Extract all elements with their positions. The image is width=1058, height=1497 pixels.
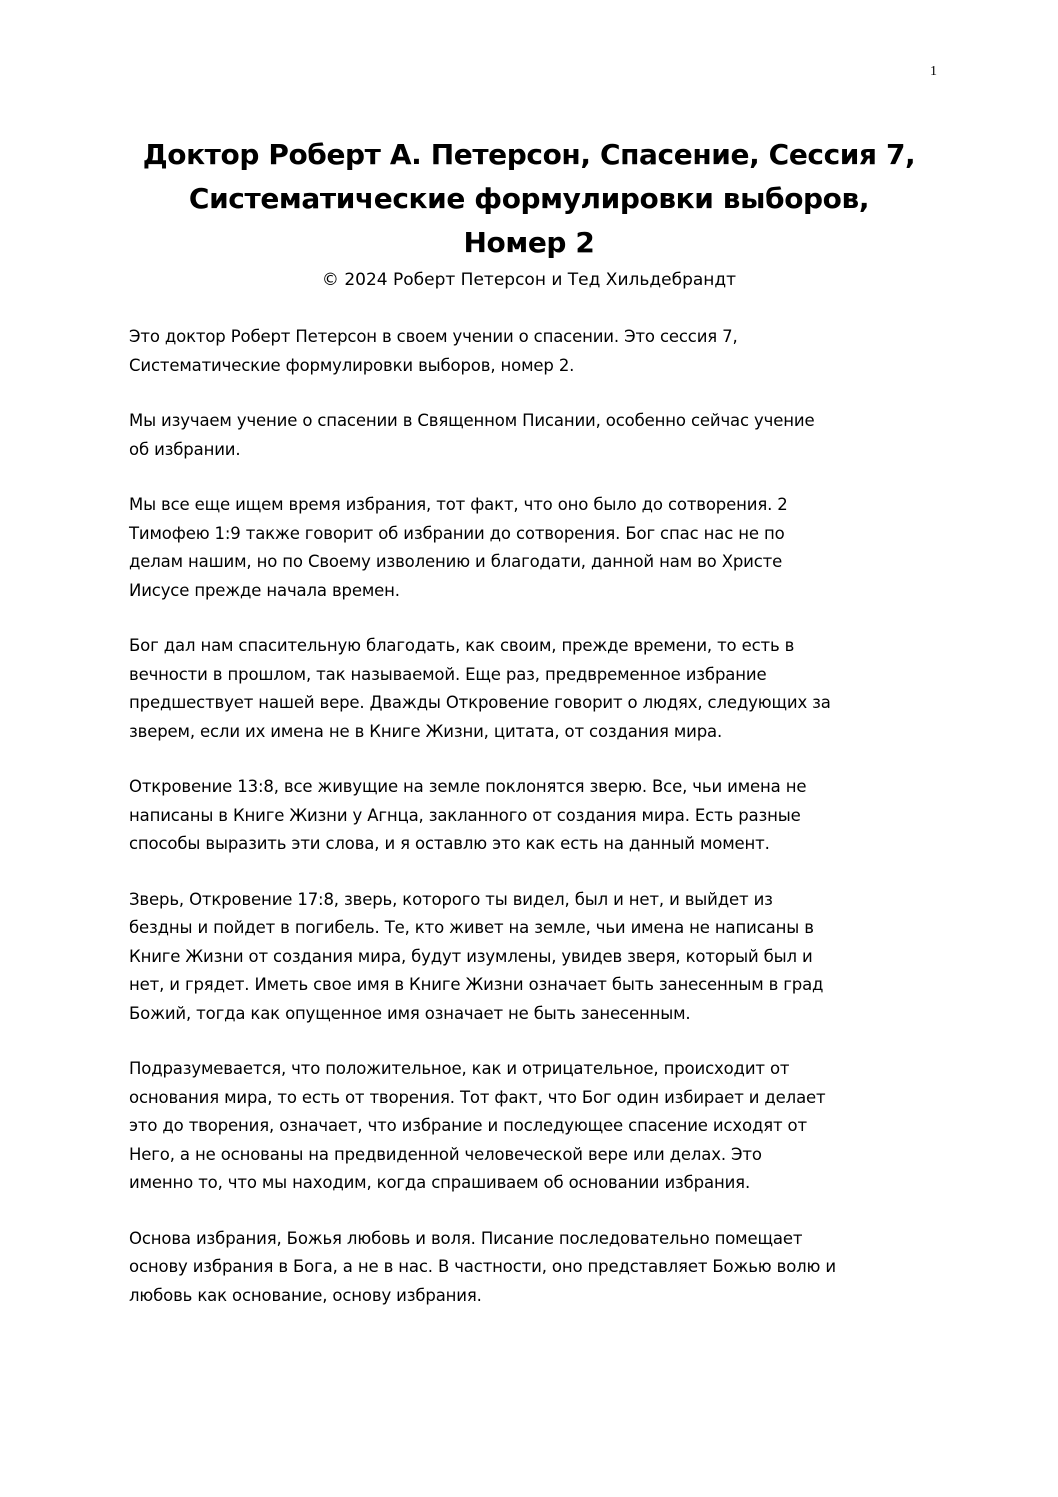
text-line: об избрании.: [129, 439, 241, 459]
text-line: Подразумевается, что положительное, как и отрицательное, происходит от: [129, 1059, 790, 1078]
text-line: Это доктор Роберт Петерсон в своем учении о спасении. Это сессия 7,: [129, 327, 738, 346]
paragraph: [129, 491, 929, 605]
document-title: [60, 133, 998, 265]
title-line: Систематические формулировки выборов,: [188, 182, 870, 215]
text-line: предшествует нашей вере. Дважды Откровение говорит о людях, следующих за: [129, 693, 831, 712]
text-line: Мы все еще ищем время избрания, тот факт, что оно было до сотворения. 2: [129, 495, 788, 514]
paragraph: [129, 407, 929, 464]
text-line: Зверь, Откровение 17:8, зверь, которого ты видел, был и нет, и выйдет из: [129, 889, 773, 909]
paragraph: [129, 773, 929, 859]
page-number: 1: [930, 64, 937, 79]
text-line: вечности в прошлом, так называемой. Еще раз, предвременное избрание: [129, 664, 767, 684]
paragraph: [129, 886, 929, 1029]
text-line: Систематические формулировки выборов, номер 2.: [129, 355, 575, 375]
text-line: Божий, тогда как опущенное имя означает не быть занесенным.: [129, 1003, 691, 1023]
text-line: способы выразить эти слова, и я оставлю это как есть на данный момент.: [129, 834, 770, 853]
text-line: зверем, если их имена не в Книге Жизни, цитата, от создания мира.: [129, 721, 723, 741]
text-line: Откровение 13:8, все живущие на земле поклонятся зверю. Все, чьи имена не: [129, 777, 807, 796]
text-line: делам нашим, но по Своему изволению и благодати, данной нам во Христе: [129, 552, 783, 571]
text-line: Бог дал нам спасительную благодать, как своим, прежде времени, то есть в: [129, 636, 795, 655]
text-line: Основа избрания, Божья любовь и воля. Писание последовательно помещает: [129, 1228, 803, 1248]
copyright-notice: © 2024 Роберт Петерсон и Тед Хильдебрандт: [321, 270, 737, 290]
text-line: Него, а не основаны на предвиденной человеческой вере или делах. Это: [129, 1144, 762, 1164]
title-line: Доктор Роберт А. Петерсон, Спасение, Сессия 7,: [142, 138, 916, 171]
paragraph: [129, 632, 929, 746]
text-line: это до творения, означает, что избрание и последующее спасение исходят от: [129, 1116, 807, 1135]
text-line: именно то, что мы находим, когда спрашиваем об основании избрания.: [129, 1173, 751, 1192]
text-line: бездны и пойдет в погибель. Те, кто живет на земле, чьи имена не написаны в: [129, 918, 814, 937]
paragraph: [129, 323, 929, 380]
text-line: написаны в Книге Жизни у Агнца, закланного от создания мира. Есть разные: [129, 805, 801, 825]
paragraph: [129, 1055, 929, 1198]
text-line: Книге Жизни от создания мира, будут изумлены, увидев зверя, который был и: [129, 946, 813, 966]
text-line: основания мира, то есть от творения. Тот факт, что Бог один избирает и делает: [129, 1087, 826, 1107]
title-line: Номер 2: [463, 226, 595, 259]
text-line: Мы изучаем учение о спасении в Священном Писании, особенно сейчас учение: [129, 411, 815, 430]
text-line: основу избрания в Бога, а не в нас. В частности, оно представляет Божью волю и: [129, 1257, 836, 1276]
paragraph: [129, 1225, 929, 1311]
text-line: любовь как основание, основу избрания.: [129, 1285, 482, 1305]
document-body: [129, 323, 929, 1337]
text-line: Иисусе прежде начала времен.: [129, 580, 400, 600]
text-line: нет, и грядет. Иметь свое имя в Книге Жизни означает быть занесенным в град: [129, 975, 824, 994]
text-line: Тимофею 1:9 также говорит об избрании до сотворения. Бог спас нас не по: [129, 523, 785, 543]
